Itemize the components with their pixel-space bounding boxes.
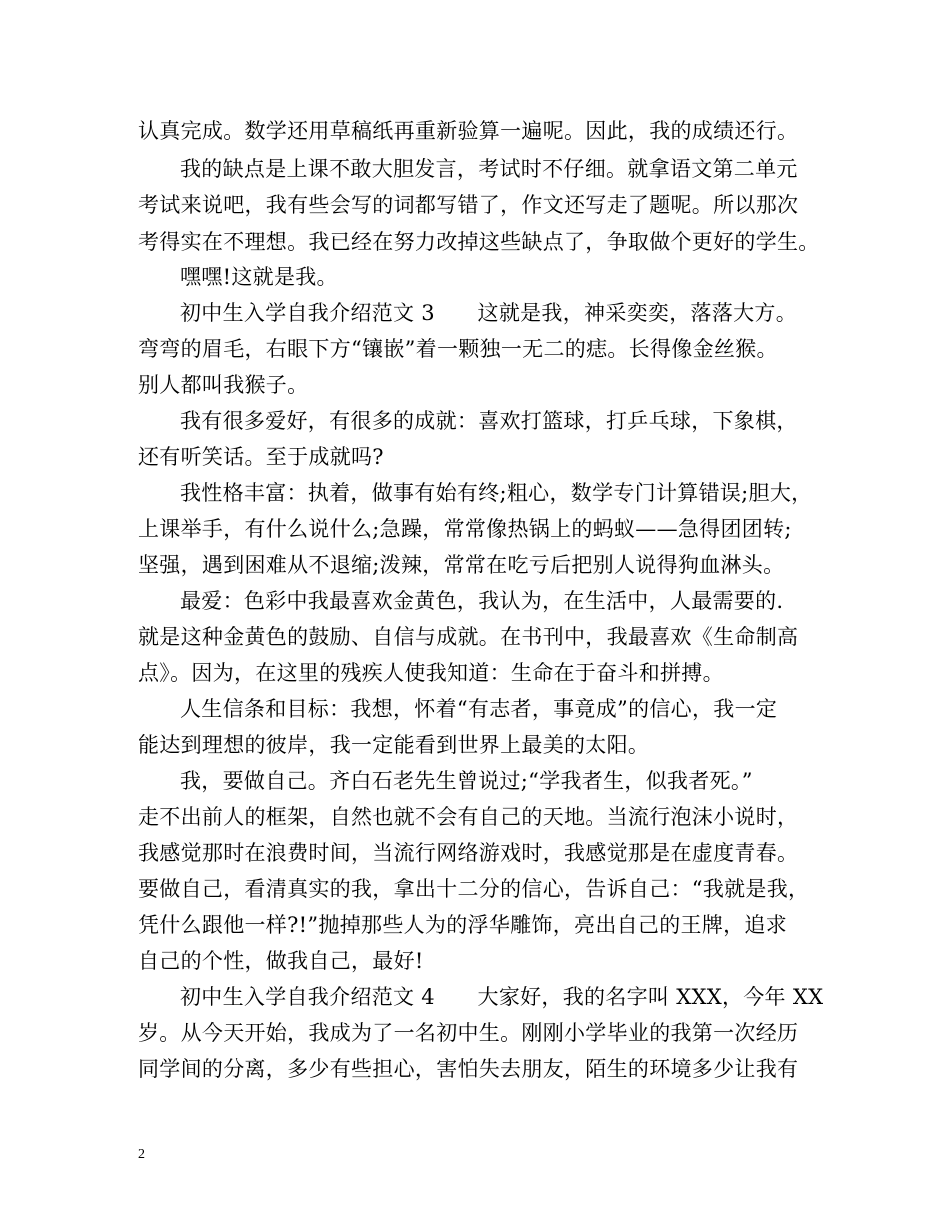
- section-heading-line: 初中生入学自我介绍范文 3 这就是我，神采奕奕，落落大方。: [180, 301, 798, 325]
- text-line: 坚强，遇到困难从不退缩;泼辣，常常在吃亏后把别人说得狗血淋头。: [138, 553, 785, 577]
- text-line: 上课举手，有什么说什么;急躁，常常像热锅上的蚂蚁——急得团团转;: [138, 517, 792, 541]
- paragraph-start-line: 嘿嘿!这就是我。: [180, 265, 338, 289]
- text-line: 点》。因为，在这里的残疾人使我知道：生命在于奋斗和拼搏。: [138, 661, 724, 685]
- section-heading-line: 初中生入学自我介绍范文 4 大家好，我的名字叫 XXX，今年 XX: [180, 985, 824, 1009]
- paragraph-start-line: 我有很多爱好，有很多的成就：喜欢打篮球，打乒乓球，下象棋，: [180, 409, 798, 433]
- paragraph-start-line: 我，要做自己。齐白石老先生曾说过;“学我者生，似我者死。”: [180, 769, 753, 793]
- text-line: 能达到理想的彼岸，我一定能看到世界上最美的太阳。: [138, 733, 650, 757]
- text-line: 岁。从今天开始，我成为了一名初中生。刚刚小学毕业的我第一次经历: [138, 1021, 799, 1045]
- text-line: 认真完成。数学还用草稿纸再重新验算一遍呢。因此，我的成绩还行。: [138, 119, 799, 143]
- text-line: 走不出前人的框架，自然也就不会有自己的天地。当流行泡沫小说时，: [138, 805, 799, 829]
- text-line: 要做自己，看清真实的我，拿出十二分的信心，告诉自己：“我就是我，: [138, 877, 810, 901]
- page-number: 2: [138, 1147, 145, 1162]
- text-line: 弯弯的眉毛，右眼下方“镶嵌”着一颗独一无二的痣。长得像金丝猴。: [138, 337, 778, 361]
- text-line: 考得实在不理想。我已经在努力改掉这些缺点了，争取做个更好的学生。: [138, 230, 820, 254]
- paragraph-start-line: 人生信条和目标：我想，怀着“有志者，事竟成”的信心，我一定: [180, 697, 778, 721]
- text-line: 凭什么跟他一样?!”抛掉那些人为的浮华雕饰，亮出自己的王牌，追求: [138, 913, 788, 937]
- text-line: 我感觉那时在浪费时间，当流行网络游戏时，我感觉那是在虚度青春。: [138, 841, 799, 865]
- text-line: 就是这种金黄色的鼓励、自信与成就。在书刊中，我最喜欢《生命制高: [138, 625, 799, 649]
- text-line: 考试来说吧，我有些会写的词都写错了，作文还写走了题呢。所以那次: [138, 193, 799, 217]
- paragraph-start-line: 最爱：色彩中我最喜欢金黄色，我认为，在生活中，人最需要的.: [180, 589, 784, 613]
- text-line: 别人都叫我猴子。: [138, 373, 309, 397]
- text-line: 自己的个性，做我自己，最好!: [138, 949, 424, 973]
- text-line: 还有听笑话。至于成就吗?: [138, 445, 384, 469]
- paragraph-start-line: 我性格丰富：执着，做事有始有终;粗心，数学专门计算错误;胆大，: [180, 481, 813, 505]
- paragraph-start-line: 我的缺点是上课不敢大胆发言，考试时不仔细。就拿语文第二单元: [180, 157, 798, 181]
- text-line: 同学间的分离，多少有些担心，害怕失去朋友，陌生的环境多少让我有: [138, 1057, 799, 1081]
